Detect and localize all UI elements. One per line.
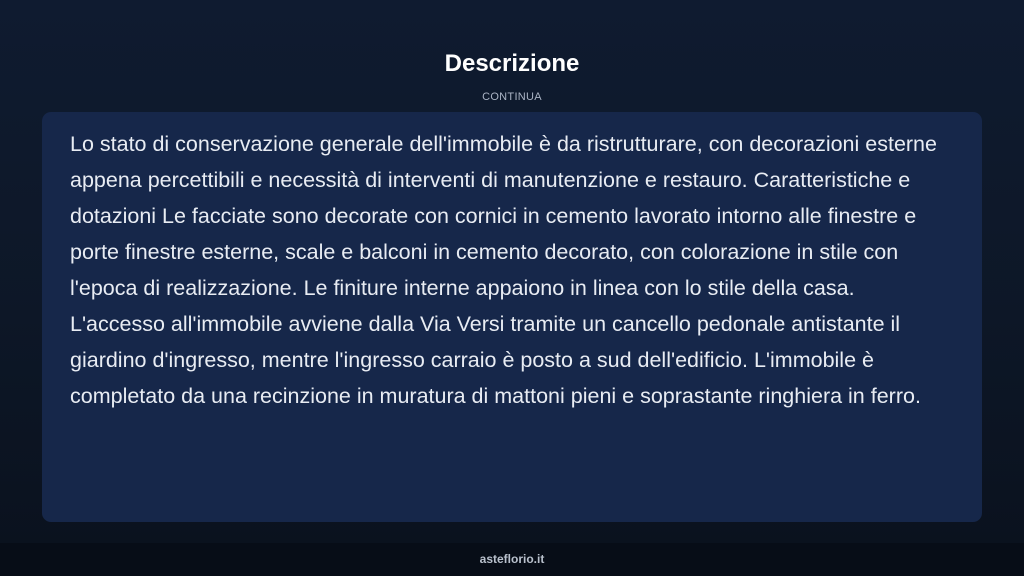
continued-label: CONTINUA [482, 91, 542, 103]
description-card [42, 112, 982, 522]
page-title: Descrizione [444, 50, 580, 77]
site-name: asteflorio.it [479, 552, 545, 566]
description-text: Lo stato di conservazione generale dell'immobile è da ristrutturare, con decorazioni esterne appena percettibili e necessità di interventi di manutenzione e restauro. Caratteristiche e dotazioni Le facciate sono decorate con cornici in cemento lavorato intorno alle finestre e porte finestre esterne, scale e balconi in cemento decorato, con colorazione in stile con l'epoca di realizzazione. Le finiture interne appaiono in linea con lo stile della casa. L'accesso all'immobile avviene dalla Via Versi tramite un cancello pedonale antistante il giardino d'ingresso, mentre l'ingresso carraio è posto a sud dell'edificio. L'immobile è completato da una recinzione in muratura di mattoni pieni e soprastante ringhiera in ferro. [70, 132, 937, 408]
footer [0, 543, 1024, 576]
